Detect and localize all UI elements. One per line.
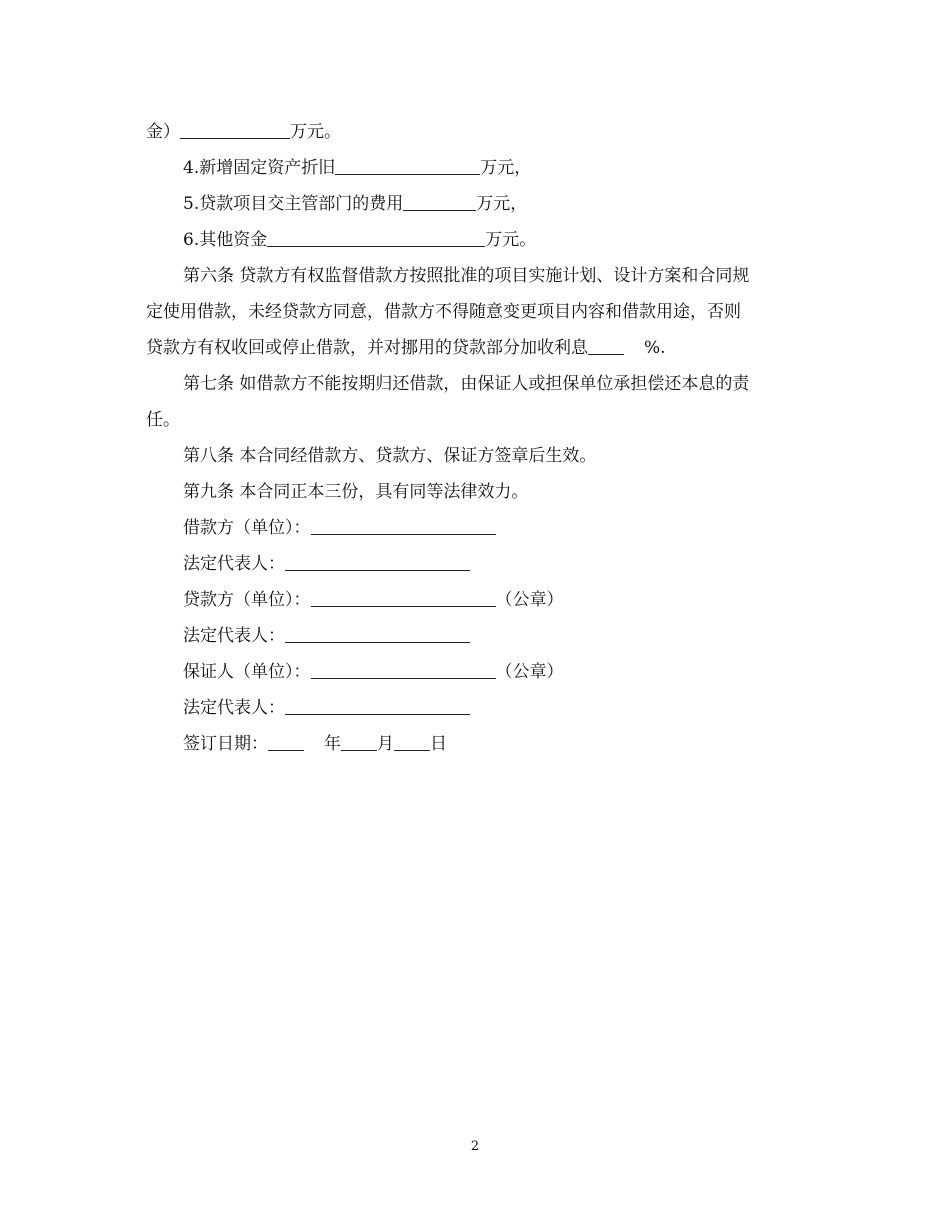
guarantor-name-field[interactable] [311,662,496,679]
day-label: 日 [430,734,447,754]
signing-date-line [183,733,447,755]
line-text: 4.新增固定资产折旧 [183,158,336,178]
borrower-representative-line [183,553,470,575]
article-seven-line-1: 第七条 如借款方不能按期归还借款，由保证人或担保单位承担偿还本息的责 [183,374,750,394]
page-number: 2 [470,1139,480,1154]
line-text: 万元。 [485,230,537,250]
article-six-line-1: 第六条 贷款方有权监督借款方按照批准的项目实施计划、设计方案和合同规 [183,266,750,286]
lender-representative-line [183,625,470,647]
article-six-line-3 [146,337,666,359]
line-text: 6.其他资金 [183,230,268,250]
representative-field[interactable] [285,554,470,571]
lender-name-field[interactable] [311,590,496,607]
blank-field[interactable] [335,158,480,175]
line-text: 贷款方有权收回或停止借款，并对挪用的贷款部分加收利息 [146,338,588,358]
line-depreciation [183,157,531,179]
blank-field[interactable] [403,194,476,211]
line-text: 万元， [476,194,528,214]
line-text: %. [644,338,666,358]
article-eight: 第八条 本合同经借款方、贷款方、保证方签章后生效。 [183,446,597,466]
line-text: 法定代表人： [183,698,285,718]
year-field[interactable] [268,734,304,751]
line-text: 法定代表人： [183,554,285,574]
line-text: 签订日期： [183,734,268,754]
seal-label: （公章） [495,662,564,682]
year-label: 年 [324,734,341,754]
seal-label: （公章） [495,590,564,610]
lender-signature-line [183,589,564,611]
line-text: 法定代表人： [183,626,285,646]
line-text: 借款方（单位）： [183,518,311,538]
guarantor-signature-line [183,661,564,683]
blank-field[interactable] [267,230,485,247]
article-seven-line-2: 任。 [146,410,180,430]
month-field[interactable] [341,734,377,751]
line-text: 5.贷款项目交主管部门的费用 [183,194,404,214]
line-funds-tail [146,121,341,143]
line-text: 金） [146,122,180,142]
line-other-funds [183,229,536,251]
blank-field[interactable] [588,338,624,355]
guarantor-representative-line [183,697,470,719]
line-text: 万元。 [290,122,341,142]
borrower-name-field[interactable] [311,518,496,535]
line-text: 保证人（单位）： [183,662,311,682]
representative-field[interactable] [285,698,470,715]
day-field[interactable] [394,734,430,751]
article-six-line-2: 定使用借款，未经贷款方同意，借款方不得随意变更项目内容和借款用途，否则 [146,302,741,322]
article-nine: 第九条 本合同正本三份，具有同等法律效力。 [183,482,529,502]
representative-field[interactable] [285,626,470,643]
borrower-signature-line [183,517,496,539]
line-text: 贷款方（单位）： [183,590,311,610]
blank-field[interactable] [180,122,290,139]
month-label: 月 [377,734,394,754]
line-text: 万元， [480,158,532,178]
line-fees [183,193,527,215]
